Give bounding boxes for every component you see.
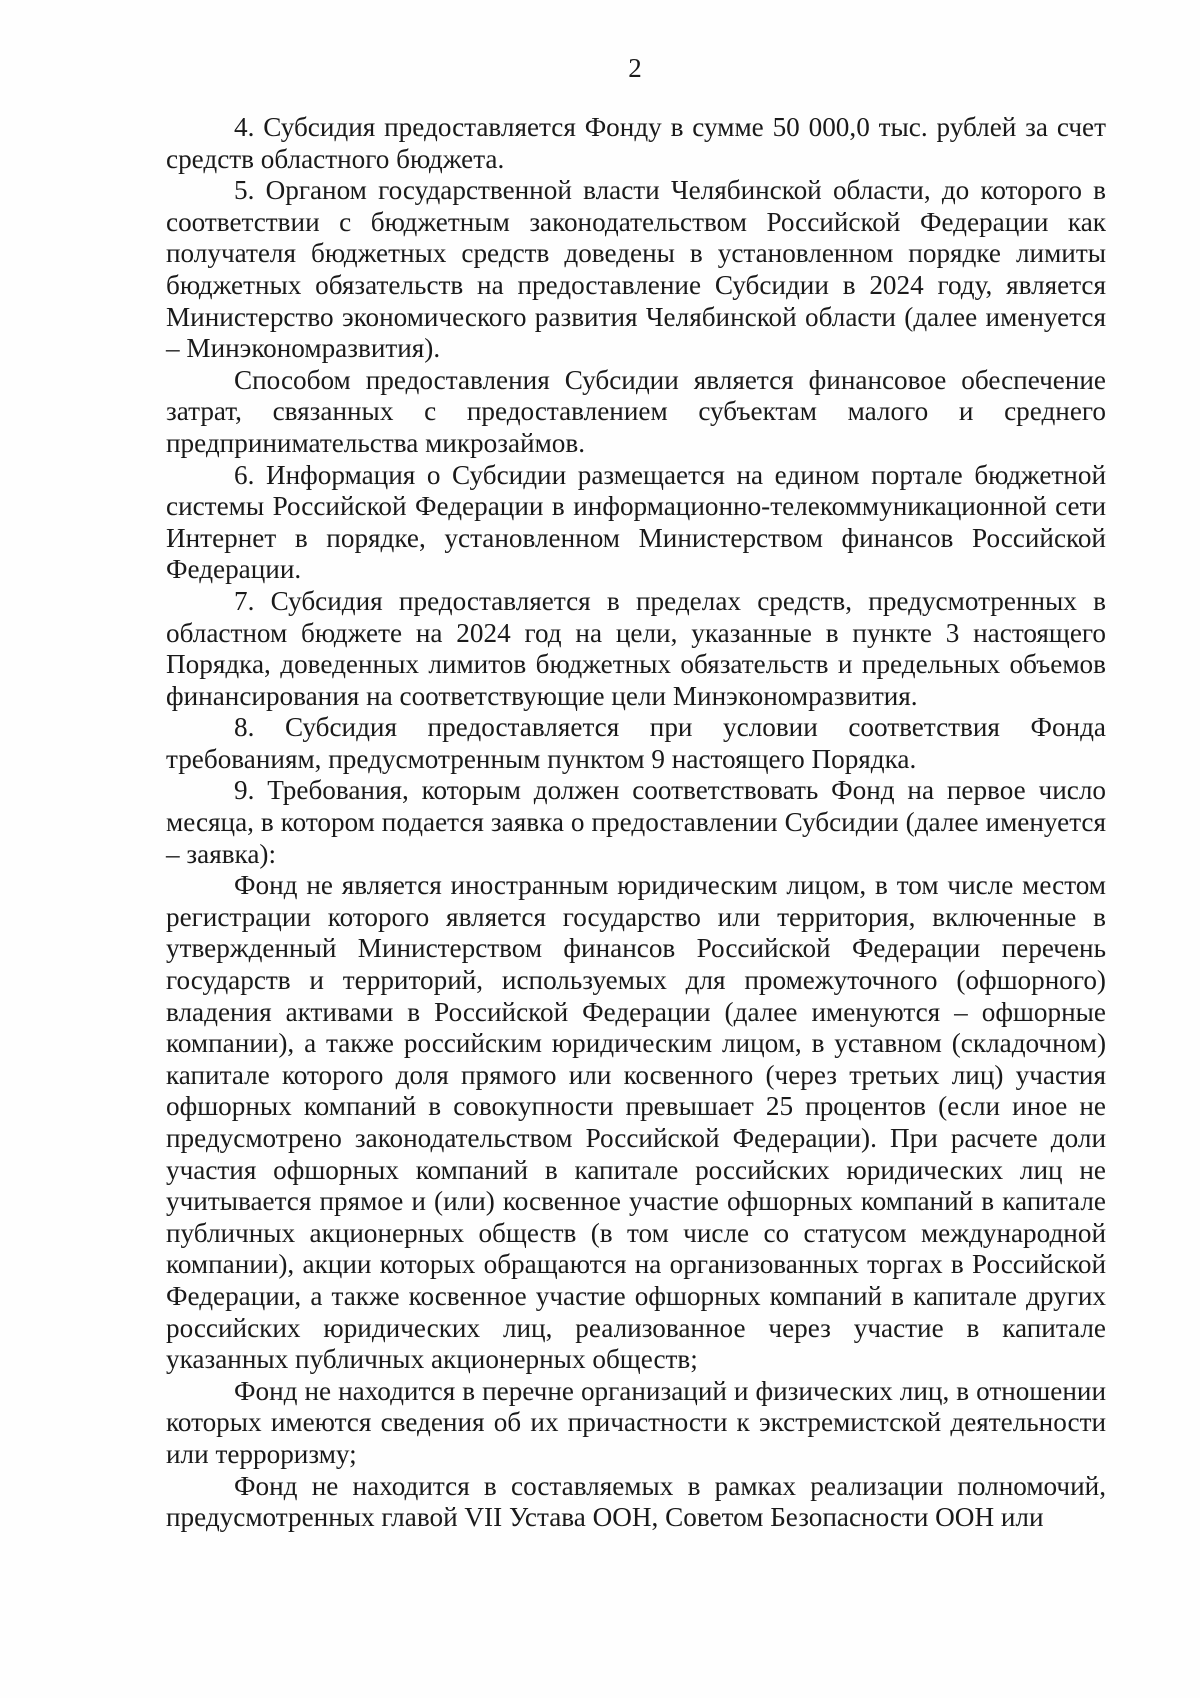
paragraph-item-6: 6. Информация о Субсидии размещается на едином портале бюджетной системы Российской Федерации в информационно-телекоммуникационной сети Интернет в порядке, установленном Министерством финансов Российской Федерации. [166, 459, 1106, 585]
document-body [166, 112, 1106, 1534]
paragraph-offshore-requirement: Фонд не является иностранным юридическим лицом, в том числе местом регистрации которого является государство или территория, включенные в утвержденный Министерством финансов Российской Федерации перечень государств и территорий, используемых для промежуточного (офшорного) владения активами в Российской Федерации (далее именуются – офшорные компании), а также российским юридическим лицом, в уставном (складочном) капитале которого доля прямого или косвенного (через третьих лиц) участия офшорных компаний в совокупности превышает 25 процентов (если иное не предусмотрено законодательством Российской Федерации). При расчете доли участия офшорных компаний в капитале российских юридических лиц не учитывается прямое и (или) косвенное участие офшорных компаний в капитале публичных акционерных обществ (в том числе со статусом международной компании), акции которых обращаются на организованных торгах в Российской Федерации, а также косвенное участие офшорных компаний в капитале других российских юридических лиц, реализованное через участие в капитале указанных публичных акционерных обществ; [166, 870, 1106, 1375]
paragraph-item-8: 8. Субсидия предоставляется при условии соответствия Фонда требованиям, предусмотренным пунктом 9 настоящего Порядка. [166, 712, 1106, 774]
paragraph-item-9: 9. Требования, которым должен соответствовать Фонд на первое число месяца, в котором подается заявка о предоставлении Субсидии (далее именуется – заявка): [166, 775, 1106, 869]
paragraph-extremism-requirement: Фонд не находится в перечне организаций и физических лиц, в отношении которых имеются сведения об их причастности к экстремистской деятельности или терроризму; [166, 1375, 1106, 1469]
paragraph-item-4: 4. Субсидия предоставляется Фонду в сумме 50 000,0 тыс. рублей за счет средств областного бюджета. [166, 112, 1106, 174]
paragraph-item-5: 5. Органом государственной власти Челябинской области, до которого в соответствии с бюджетным законодательством Российской Федерации как получателя бюджетных средств доведены в установленном порядке лимиты бюджетных обязательств на предоставление Субсидии в 2024 году, является Министерство экономического развития Челябинской области (далее именуется – Минэкономразвития). [166, 175, 1106, 364]
paragraph-subsidy-method: Способом предоставления Субсидии является финансовое обеспечение затрат, связанных с предоставлением субъектам малого и среднего предпринимательства микрозаймов. [166, 364, 1106, 458]
paragraph-item-7: 7. Субсидия предоставляется в пределах средств, предусмотренных в областном бюджете на 2024 год на цели, указанные в пункте 3 настоящего Порядка, доведенных лимитов бюджетных обязательств и предельных объемов финансирования на соответствующие цели Минэкономразвития. [166, 585, 1106, 711]
paragraph-un-requirement: Фонд не находится в составляемых в рамках реализации полномочий, предусмотренных главой VII Устава ООН, Советом Безопасности ООН или [166, 1470, 1106, 1533]
page-number: 2 [628, 53, 642, 83]
